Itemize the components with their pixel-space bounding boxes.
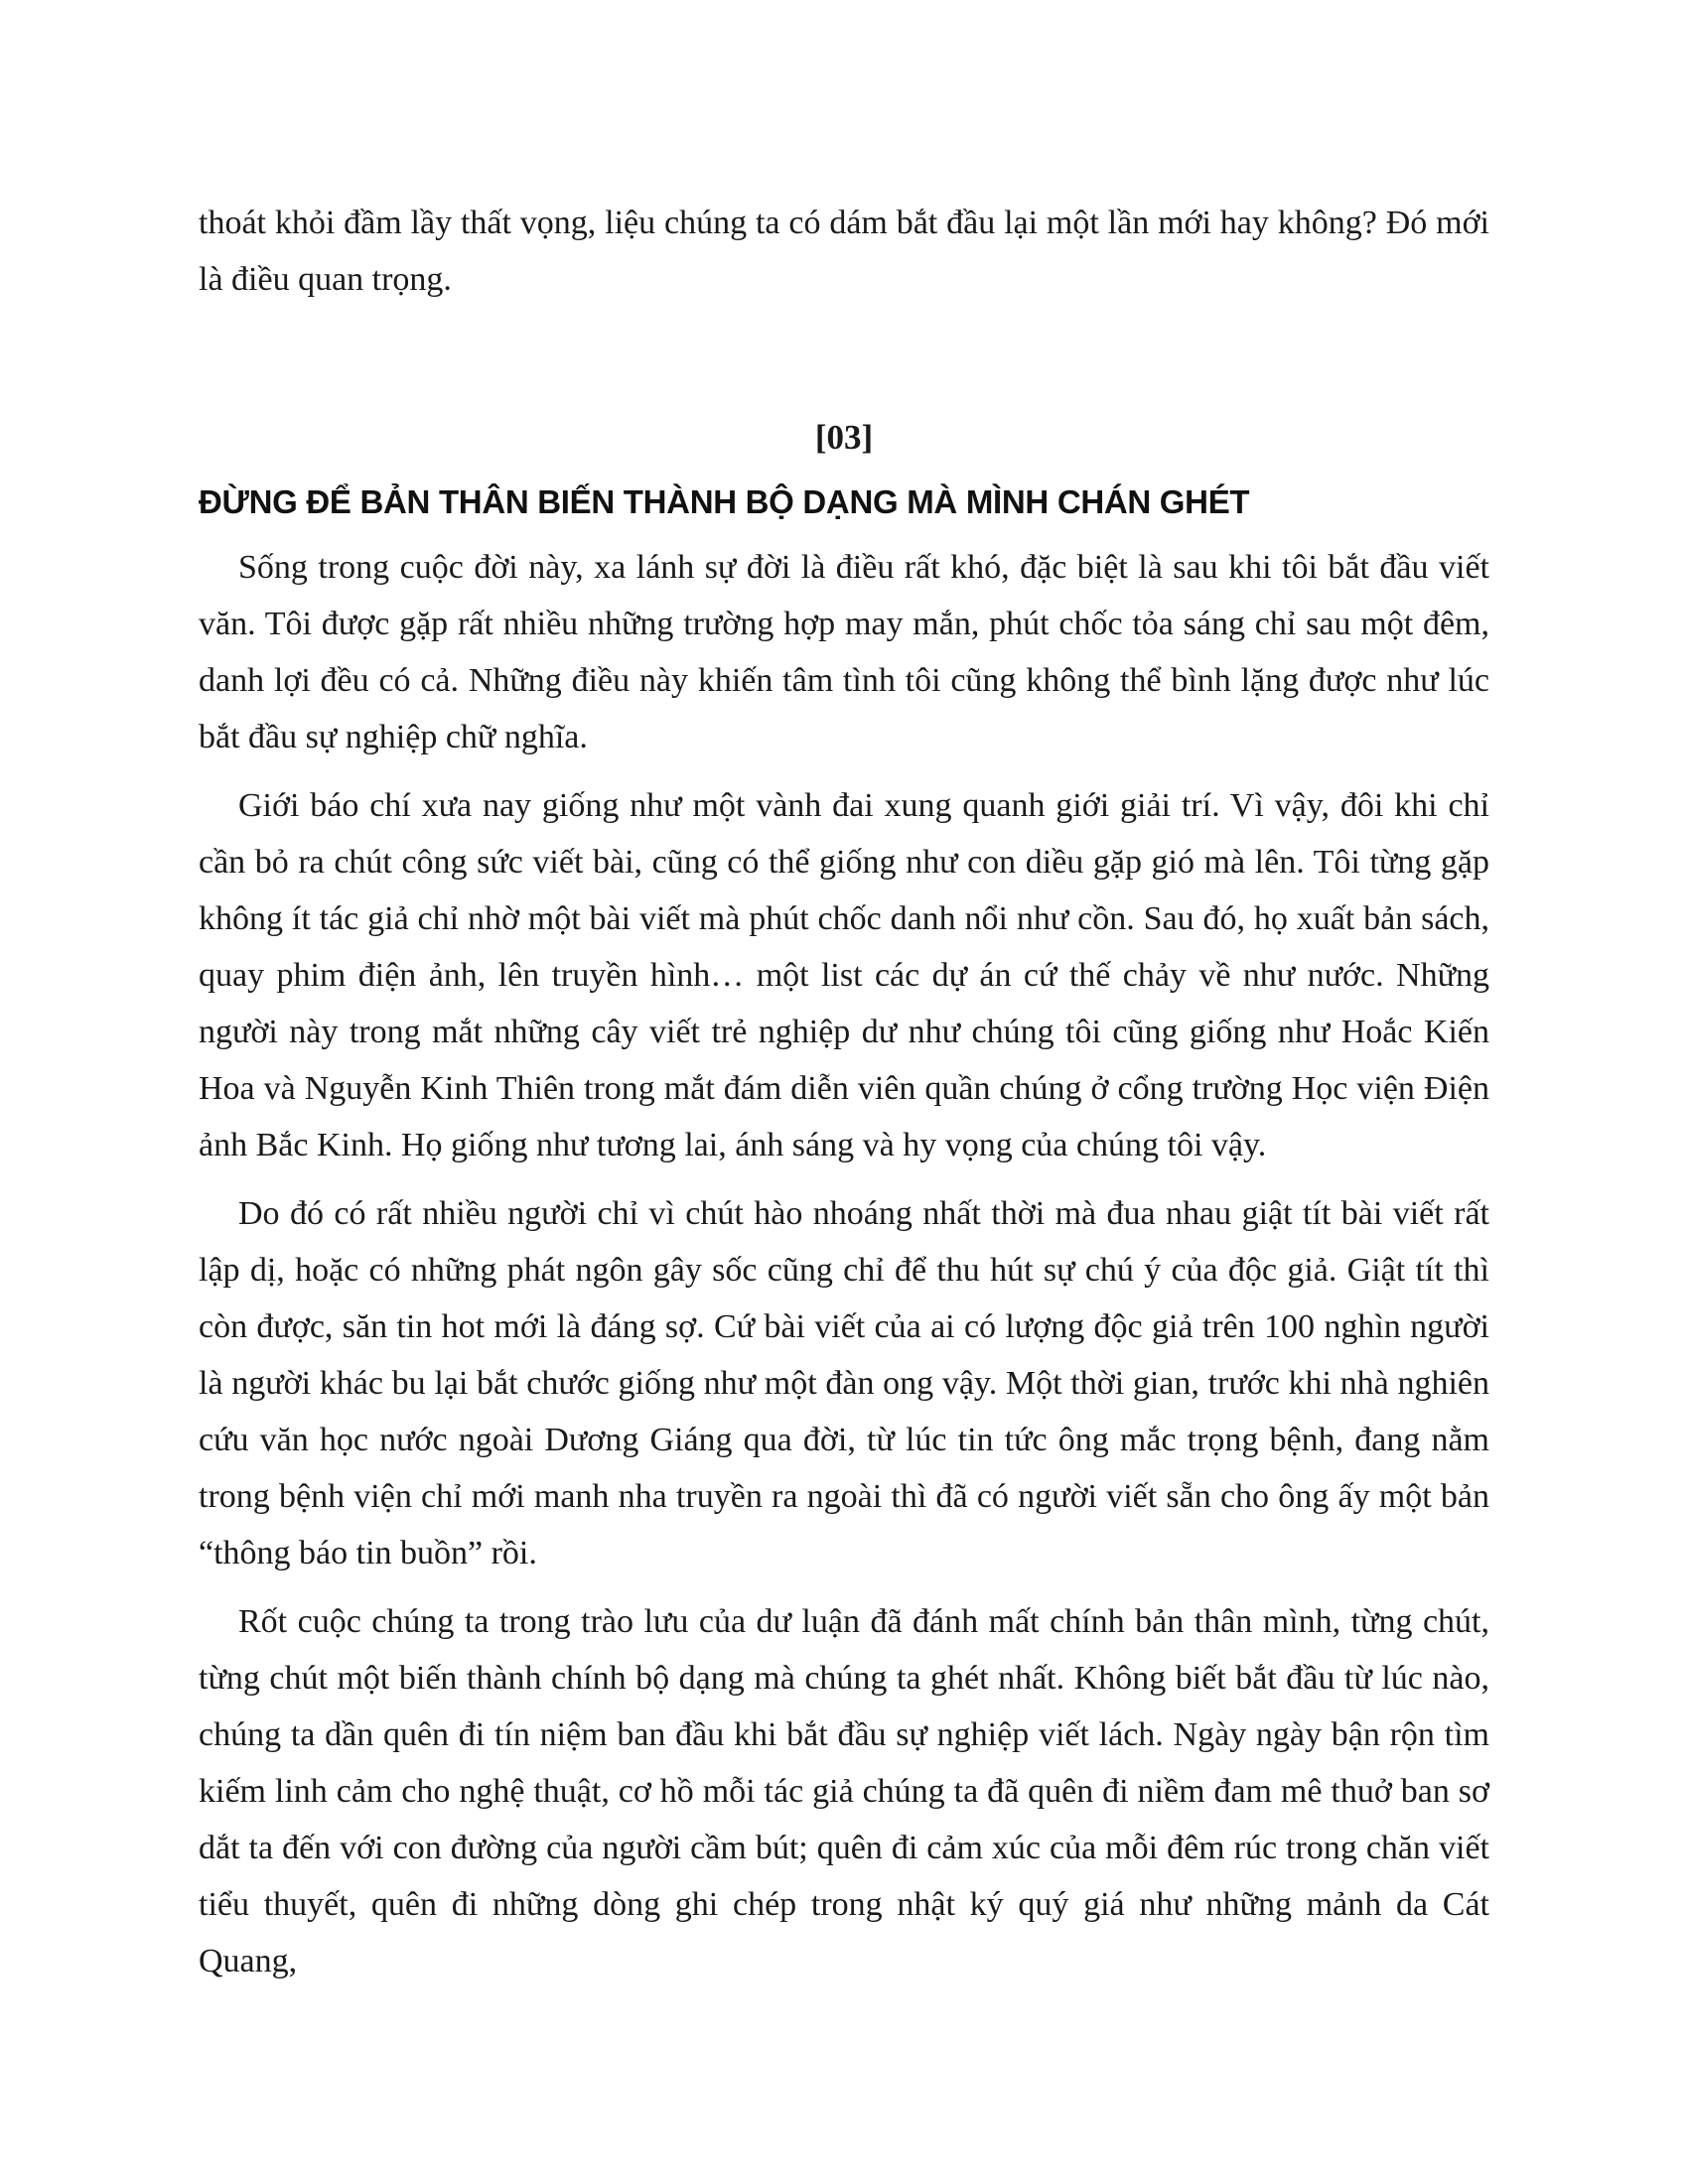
body-paragraph-2: Giới báo chí xưa nay giống như một vành đai xung quanh giới giải trí. Vì vậy, đôi khi chỉ cần bỏ ra chút công sức viết bài, cũng có thể giống như con diều gặp gió mà lên. Tôi từng gặp không ít tác giả chỉ nhờ một bài viết mà phút chốc danh nổi như cồn. Sau đó, họ xuất bản sách, quay phim điện ảnh, lên truyền hình… một list các dự án cứ thế chảy về như nước. Những người này trong mắt những cây viết trẻ nghiệp dư như chúng tôi cũng giống như Hoắc Kiến Hoa và Nguyễn Kinh Thiên trong mắt đám diễn viên quần chúng ở cổng trường Học viện Điện ảnh Bắc Kinh. Họ giống như tương lai, ánh sáng và hy vọng của chúng tôi vậy. (199, 787, 1489, 1163)
chapter-title: ĐỪNG ĐỂ BẢN THÂN BIẾN THÀNH BỘ DẠNG MÀ MÌNH CHÁN GHÉT (199, 483, 1250, 520)
body-paragraph-1: Sống trong cuộc đời này, xa lánh sự đời là điều rất khó, đặc biệt là sau khi tôi bắt đầu viết văn. Tôi được gặp rất nhiều những trường hợp may mắn, phút chốc tỏa sáng chỉ sau một đêm, danh lợi đều có cả. Những điều này khiến tâm tình tôi cũng không thể bình lặng được như lúc bắt đầu sự nghiệp chữ nghĩa. (199, 549, 1489, 755)
body-paragraph-4: Rốt cuộc chúng ta trong trào lưu của dư luận đã đánh mất chính bản thân mình, từng chút, từng chút một biến thành chính bộ dạng mà chúng ta ghét nhất. Không biết bắt đầu từ lúc nào, chúng ta dần quên đi tín niệm ban đầu khi bắt đầu sự nghiệp viết lách. Ngày ngày bận rộn tìm kiếm linh cảm cho nghệ thuật, cơ hồ mỗi tác giả chúng ta đã quên đi niềm đam mê thuở ban sơ dắt ta đến với con đường của người cầm bút; quên đi cảm xúc của mỗi đêm rúc trong chăn viết tiểu thuyết, quên đi những dòng ghi chép trong nhật ký quý giá như những mảnh da Cát Quang, (199, 1603, 1489, 1979)
body-paragraph-3: Do đó có rất nhiều người chỉ vì chút hào nhoáng nhất thời mà đua nhau giật tít bài viết rất lập dị, hoặc có những phát ngôn gây sốc cũng chỉ để thu hút sự chú ý của độc giả. Giật tít thì còn được, săn tin hot mới là đáng sợ. Cứ bài viết của ai có lượng độc giả trên 100 nghìn người là người khác bu lại bắt chước giống như một đàn ong vậy. Một thời gian, trước khi nhà nghiên cứu văn học nước ngoài Dương Giáng qua đời, từ lúc tin tức ông mắc trọng bệnh, đang nằm trong bệnh viện chỉ mới manh nha truyền ra ngoài thì đã có người viết sẵn cho ông ấy một bản “thông báo tin buồn” rồi. (199, 1195, 1489, 1571)
chapter-number: [03] (814, 418, 874, 457)
intro-paragraph: thoát khỏi đầm lầy thất vọng, liệu chúng ta có dám bắt đầu lại một lần mới hay không? Đó mới là điều quan trọng. (199, 205, 1489, 298)
document-page (199, 195, 1489, 1989)
